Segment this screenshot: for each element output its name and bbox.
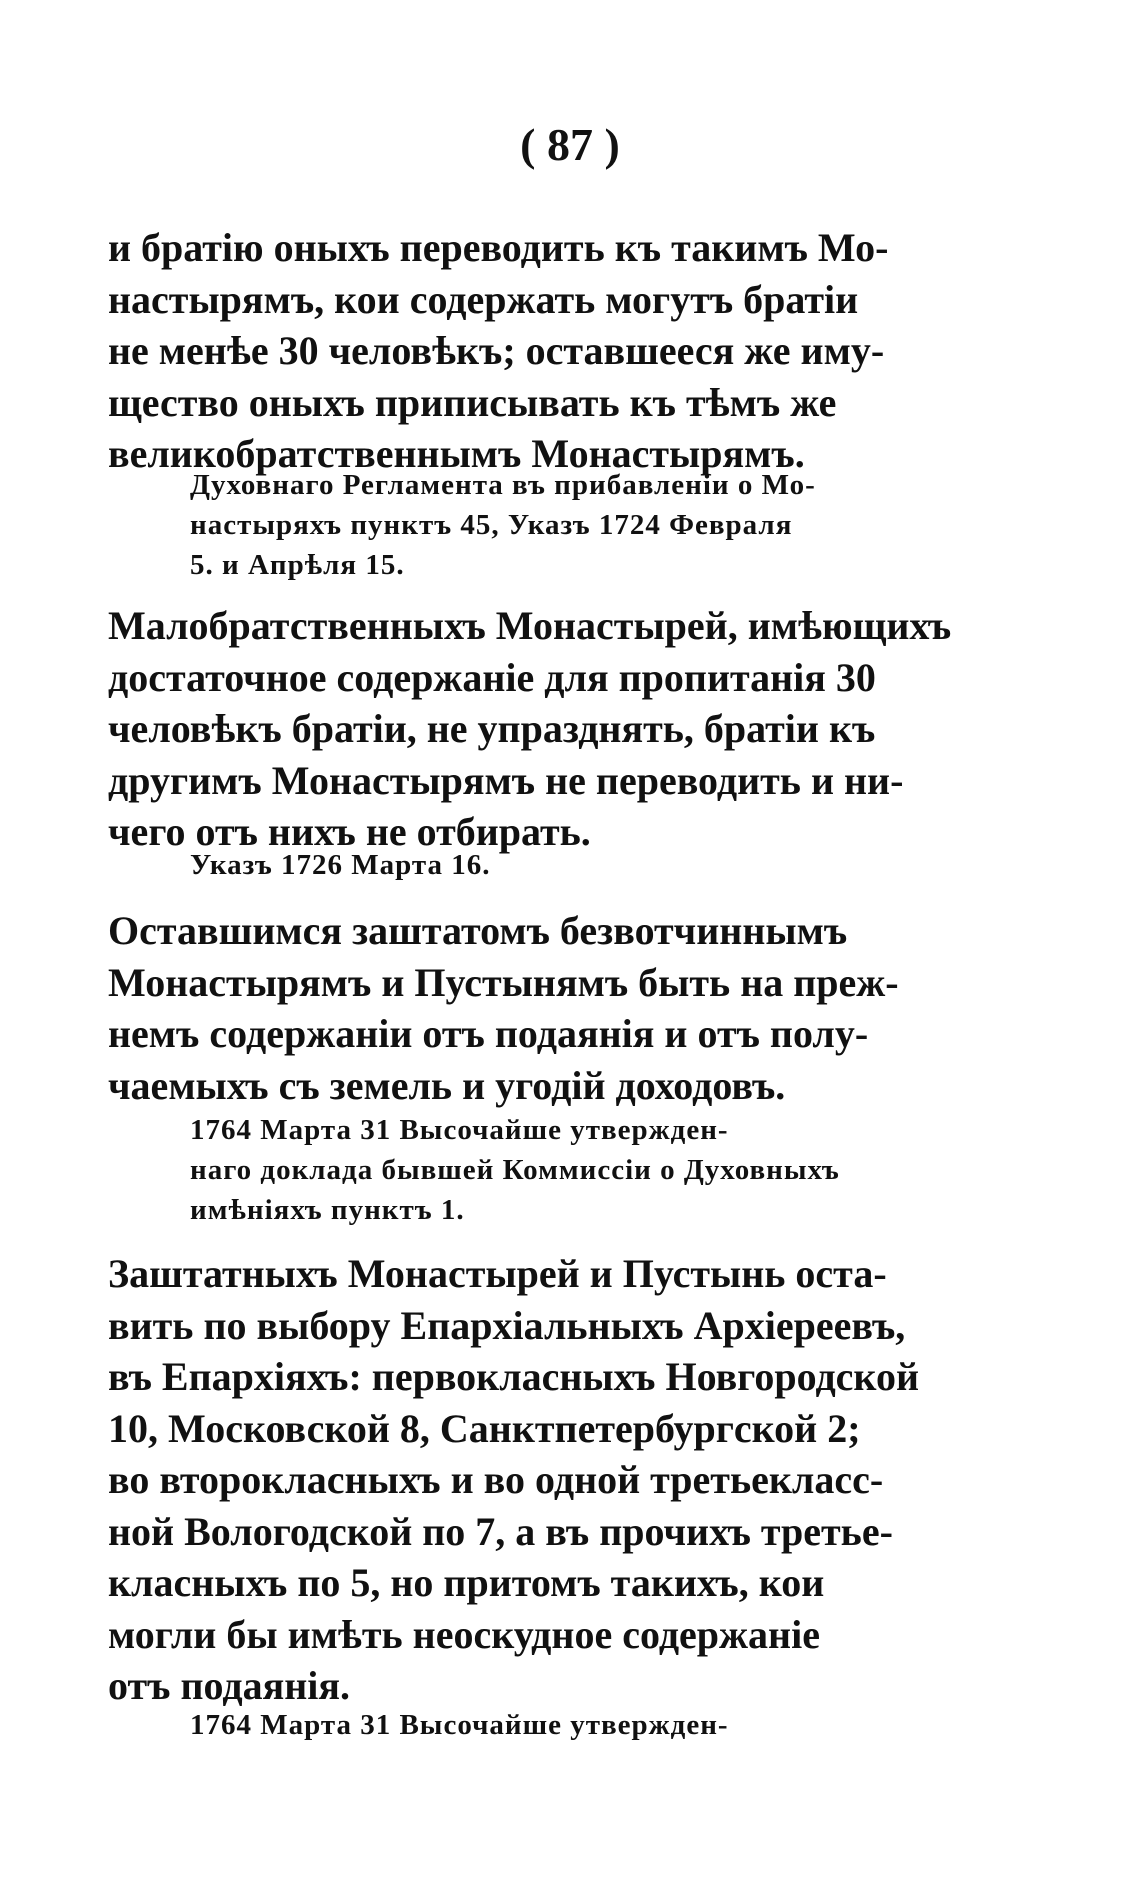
text-line: великобратственнымъ Монастырямъ. xyxy=(108,431,805,476)
text-line: чаемыхъ съ земель и угодій доходовъ. xyxy=(108,1062,786,1108)
text-line: человѣкъ братіи, не упразднять, братіи къ xyxy=(108,706,876,751)
citation-line: наго доклада бывшей Коммиссіи о Духовныхъ xyxy=(190,1154,840,1186)
citation xyxy=(190,845,1016,885)
text-line: вить по выбору Епархіальныхъ Архіереевъ, xyxy=(108,1302,906,1348)
body-paragraph xyxy=(108,1248,1016,1712)
body-paragraph xyxy=(108,222,1016,480)
text-line: Монастырямъ и Пустынямъ быть на преж- xyxy=(108,959,899,1005)
text-line: другимъ Монастырямъ не переводить и ни- xyxy=(108,757,904,803)
text-line: въ Епархіяхъ: первокласныхъ Новгородской xyxy=(108,1354,919,1399)
text-line: настырямъ, кои содержать могутъ братіи xyxy=(108,276,859,322)
page-number: ( 87 ) xyxy=(520,119,620,170)
citation-line: Духовнаго Регламента въ прибавленіи о Мо- xyxy=(190,469,816,501)
citation-line: Указъ 1726 Марта 16. xyxy=(190,849,491,881)
body-paragraph xyxy=(108,600,1016,858)
text-line: 10, Московской 8, Санктпетербургской 2; xyxy=(108,1405,861,1451)
text-line: немъ содержаніи отъ подаянія и отъ полу- xyxy=(108,1011,869,1056)
text-line: класныхъ по 5, но притомъ такихъ, кои xyxy=(108,1560,825,1605)
citation-line: 1764 Марта 31 Высочайше утвержден- xyxy=(190,1709,729,1741)
text-line: во второкласныхъ и во одной третьекласс- xyxy=(108,1457,884,1502)
text-line: Заштатныхъ Монастырей и Пустынь оста- xyxy=(108,1251,887,1296)
text-line: не менѣе 30 человѣкъ; оставшееся же иму- xyxy=(108,328,885,373)
text-line: Оставшимся заштатомъ безвотчиннымъ xyxy=(108,908,848,953)
citation-line: 1764 Марта 31 Высочайше утвержден- xyxy=(190,1114,729,1146)
citation xyxy=(190,465,1016,585)
citation xyxy=(190,1705,1016,1745)
text-line: и братію оныхъ переводить къ такимъ Мо- xyxy=(108,225,889,270)
text-line: достаточное содержаніе для пропитанія 30 xyxy=(108,654,876,700)
text-line: щество оныхъ приписывать къ тѣмъ же xyxy=(108,379,837,425)
text-line: ной Вологодской по 7, а въ прочихъ третье- xyxy=(108,1508,893,1554)
citation-line: 5. и Апрѣля 15. xyxy=(190,549,405,581)
text-line: чего отъ нихъ не отбирать. xyxy=(108,809,591,854)
text-line: Малобратственныхъ Монастырей, имѣющихъ xyxy=(108,603,952,648)
text-line: могли бы имѣть неоскудное содержаніе xyxy=(108,1611,820,1657)
citation-line: имѣніяхъ пунктъ 1. xyxy=(190,1194,465,1226)
body-paragraph xyxy=(108,905,1016,1111)
citation-line: настыряхъ пунктъ 45, Указъ 1724 Февраля xyxy=(190,509,793,541)
citation xyxy=(190,1110,1016,1230)
text-line: отъ подаянія. xyxy=(108,1663,351,1708)
